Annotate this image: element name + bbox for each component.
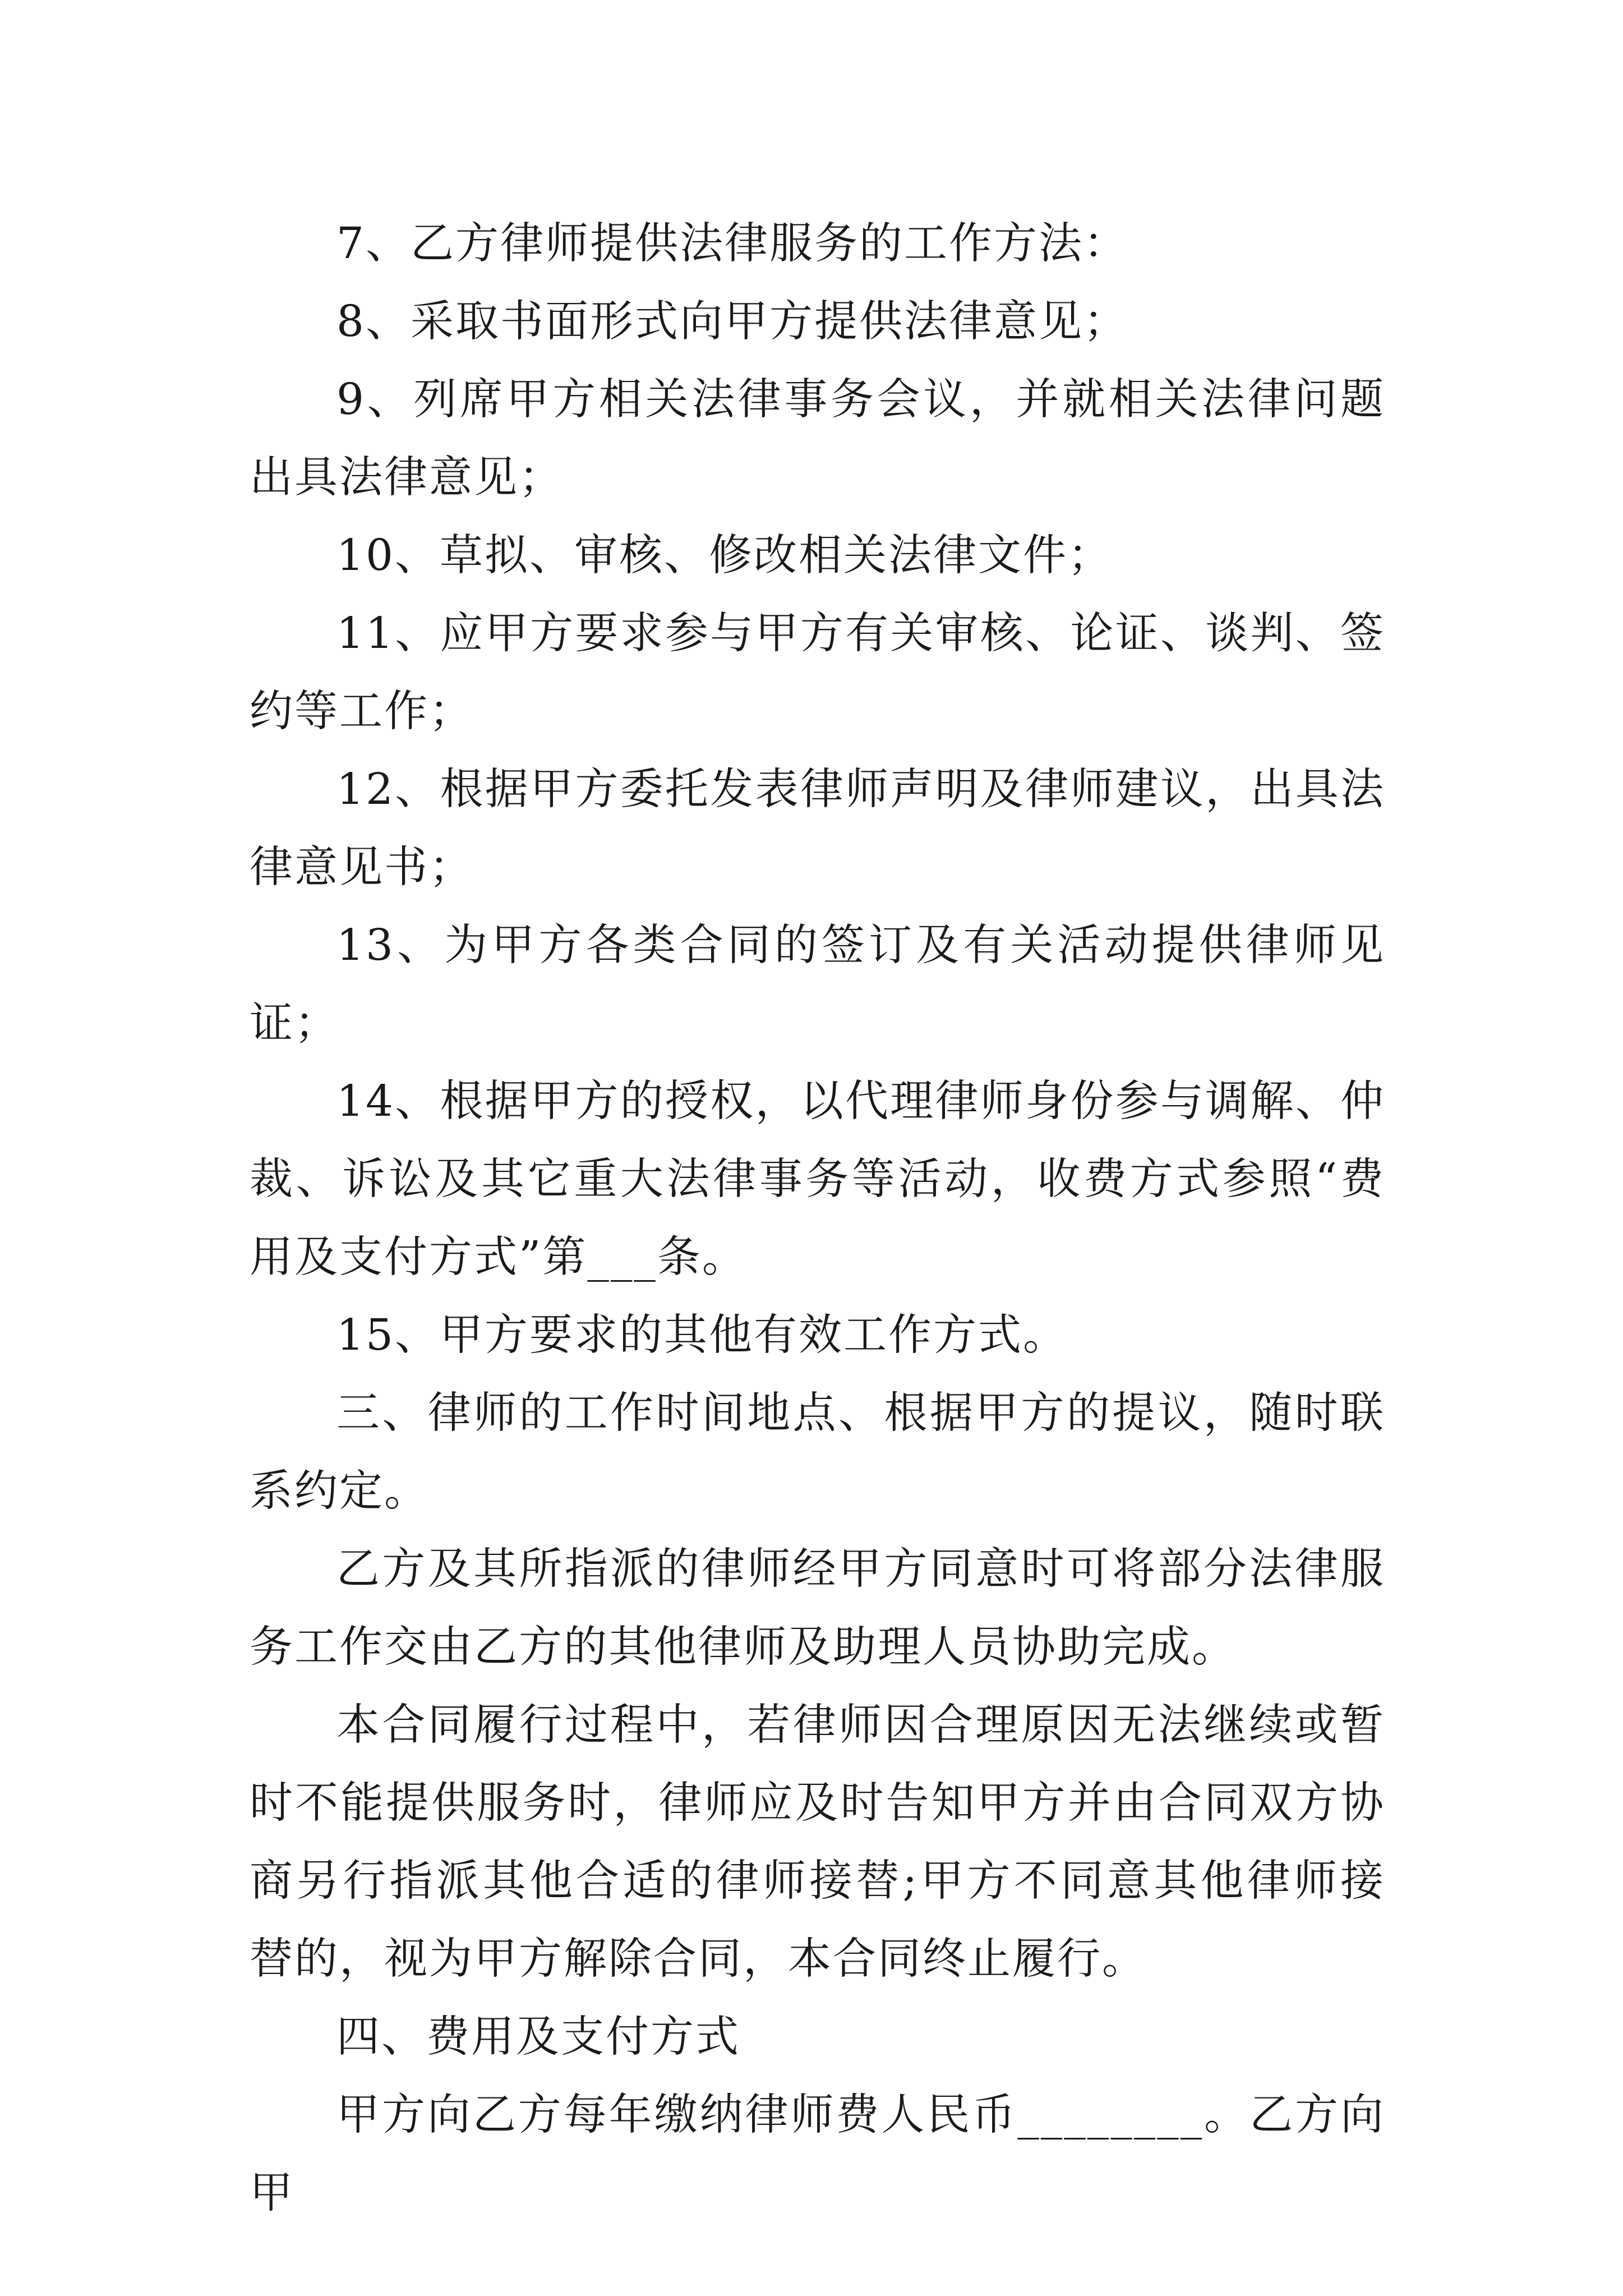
section-four-heading: 四、费用及支付方式 [336,2012,740,2062]
paragraph-item-15: 15、甲方要求的其他有效工作方式。 [336,1310,1068,1360]
paragraph-fee: 甲方向乙方每年缴纳律师费人民币________。乙方向甲 [250,2090,1385,2218]
paragraph-item-10: 10、草拟、审核、修改相关法律文件； [336,531,1113,581]
paragraph-item-9: 9、列席甲方相关法律事务会议，并就相关法律问题出具法律意见； [250,375,1385,503]
paragraph-replacement: 本合同履行过程中，若律师因合理原因无法继续或暂时不能提供服务时，律师应及时告知甲方并由合同双方协商另行指派其他合适的律师接替;甲方不同意其他律师接替的，视为甲方解除合同，本合同终止履行。 [250,1700,1385,1984]
paragraph-item-8: 8、采取书面形式向甲方提供法律意见； [336,297,1128,347]
section-three-heading: 三、律师的工作时间地点、根据甲方的提议，随时联系约定。 [250,1388,1385,1516]
paragraph-item-14: 14、根据甲方的授权，以代理律师身份参与调解、仲裁、诉讼及其它重大法律事务等活动，收费方式参照“费用及支付方式”第___条。 [250,1076,1385,1282]
paragraph-item-11: 11、应甲方要求参与甲方有关审核、论证、谈判、签约等工作； [250,609,1385,737]
paragraph-item-12: 12、根据甲方委托发表律师声明及律师建议，出具法律意见书； [250,765,1385,892]
paragraph-item-7: 7、乙方律师提供法律服务的工作方法： [336,219,1128,269]
document-body [250,205,1385,2232]
paragraph-item-13: 13、为甲方各类合同的签订及有关活动提供律师见证； [250,921,1385,1048]
paragraph-delegation: 乙方及其所指派的律师经甲方同意时可将部分法律服务工作交由乙方的其他律师及助理人员协助完成。 [250,1544,1385,1672]
